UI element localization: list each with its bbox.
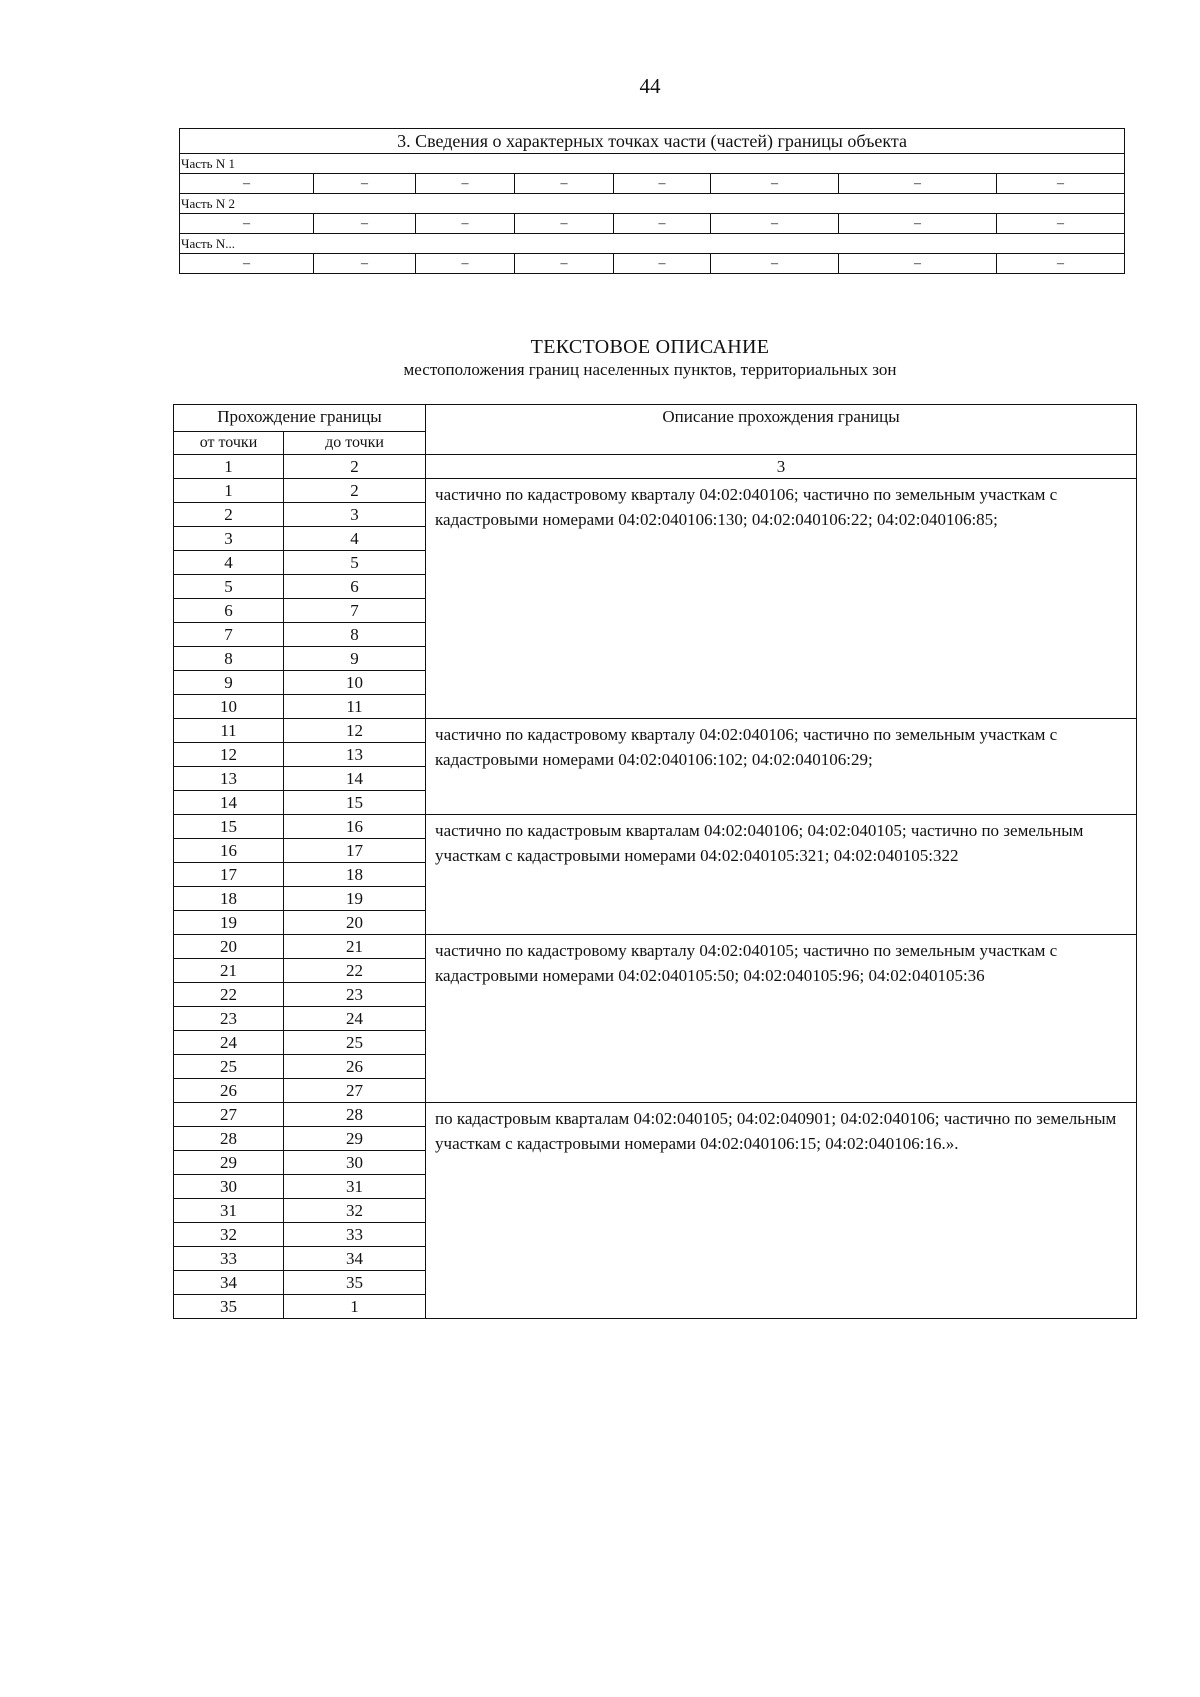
to-point: 25 [284,1031,426,1055]
from-point: 27 [174,1103,284,1127]
to-point: 9 [284,647,426,671]
point-cell: – [180,214,314,234]
from-point: 19 [174,911,284,935]
boundary-row [174,479,1137,503]
from-point: 21 [174,959,284,983]
to-point: 5 [284,551,426,575]
from-point: 25 [174,1055,284,1079]
points-table-title: 3. Сведения о характерных точках части (частей) границы объекта [180,129,1125,154]
to-point: 17 [284,839,426,863]
passage-header: Прохождение границы [174,405,426,432]
from-point: 1 [174,479,284,503]
column-number: 3 [426,455,1137,479]
point-cell: – [314,214,416,234]
point-cell: – [711,174,839,194]
to-point: 27 [284,1079,426,1103]
from-point: 5 [174,575,284,599]
from-point: 33 [174,1247,284,1271]
to-point: 18 [284,863,426,887]
description-header: Описание прохождения границы [426,405,1137,455]
page-number: 44 [639,74,661,98]
part-label: Часть N... [180,234,1125,254]
point-cell: – [314,174,416,194]
boundary-row [174,1103,1137,1127]
from-point: 32 [174,1223,284,1247]
from-point: 24 [174,1031,284,1055]
from-point: 2 [174,503,284,527]
to-point: 8 [284,623,426,647]
point-cell: – [839,214,997,234]
point-cell: – [614,254,711,274]
from-point: 34 [174,1271,284,1295]
from-point: 28 [174,1127,284,1151]
point-cell: – [839,254,997,274]
to-point: 3 [284,503,426,527]
from-point: 17 [174,863,284,887]
to-point: 34 [284,1247,426,1271]
point-cell: – [515,254,614,274]
point-cell: – [711,214,839,234]
from-point: 30 [174,1175,284,1199]
from-point: 3 [174,527,284,551]
to-point: 15 [284,791,426,815]
description-subtitle: местоположения границ населенных пунктов, территориальных зон [403,360,897,379]
to-point: 32 [284,1199,426,1223]
from-point: 6 [174,599,284,623]
from-point: 18 [174,887,284,911]
to-point: 4 [284,527,426,551]
to-point: 31 [284,1175,426,1199]
from-point: 11 [174,719,284,743]
point-cell: – [997,214,1125,234]
to-point: 16 [284,815,426,839]
to-point: 24 [284,1007,426,1031]
to-point: 11 [284,695,426,719]
boundary-description-text: частично по кадастровому кварталу 04:02:040106; частично по земельным участкам с кадастровыми номерами 04:02:040106:102; 04:02:040106:29; [426,719,1137,815]
from-point: 16 [174,839,284,863]
point-cell: – [515,174,614,194]
boundary-description-text: по кадастровым кварталам 04:02:040105; 04:02:040901; 04:02:040106; частично по земельным участкам с кадастровыми номерами 04:02:040106:15; 04:02:040106:16.». [426,1103,1137,1319]
point-cell: – [416,254,515,274]
to-point: 20 [284,911,426,935]
point-cell: – [180,254,314,274]
from-point: 4 [174,551,284,575]
from-point: 22 [174,983,284,1007]
to-point: 6 [284,575,426,599]
to-point: 10 [284,671,426,695]
point-cell: – [997,254,1125,274]
to-point: 21 [284,935,426,959]
point-cell: – [314,254,416,274]
to-point: 14 [284,767,426,791]
to-point: 22 [284,959,426,983]
to-point: 13 [284,743,426,767]
to-point: 29 [284,1127,426,1151]
boundary-description-table [173,404,1137,1319]
from-point: 8 [174,647,284,671]
to-point-header: до точки [284,432,426,455]
from-point: 13 [174,767,284,791]
point-cell: – [416,174,515,194]
part-label: Часть N 1 [180,154,1125,174]
to-point: 28 [284,1103,426,1127]
boundary-row [174,935,1137,959]
point-cell: – [180,174,314,194]
boundary-row [174,815,1137,839]
from-point: 15 [174,815,284,839]
description-title: ТЕКСТОВОЕ ОПИСАНИЕ [530,336,770,358]
part-label: Часть N 2 [180,194,1125,214]
to-point: 26 [284,1055,426,1079]
from-point: 14 [174,791,284,815]
from-point: 7 [174,623,284,647]
from-point: 35 [174,1295,284,1319]
from-point: 26 [174,1079,284,1103]
from-point: 31 [174,1199,284,1223]
to-point: 35 [284,1271,426,1295]
point-cell: – [515,214,614,234]
column-number: 1 [174,455,284,479]
point-cell: – [711,254,839,274]
point-cell: – [614,214,711,234]
column-number: 2 [284,455,426,479]
from-point: 10 [174,695,284,719]
from-point: 23 [174,1007,284,1031]
to-point: 23 [284,983,426,1007]
to-point: 2 [284,479,426,503]
point-cell: – [416,214,515,234]
to-point: 12 [284,719,426,743]
to-point: 7 [284,599,426,623]
from-point: 12 [174,743,284,767]
to-point: 30 [284,1151,426,1175]
point-cell: – [997,174,1125,194]
from-point: 20 [174,935,284,959]
from-point-header: от точки [174,432,284,455]
boundary-description-text: частично по кадастровому кварталу 04:02:040106; частично по земельным участкам с кадастровыми номерами 04:02:040106:130; 04:02:040106:22; 04:02:040106:85; [426,479,1137,719]
to-point: 1 [284,1295,426,1319]
characteristic-points-table [179,128,1125,274]
to-point: 19 [284,887,426,911]
point-cell: – [614,174,711,194]
to-point: 33 [284,1223,426,1247]
from-point: 29 [174,1151,284,1175]
point-cell: – [839,174,997,194]
from-point: 9 [174,671,284,695]
boundary-row [174,719,1137,743]
boundary-description-text: частично по кадастровым кварталам 04:02:040106; 04:02:040105; частично по земельным участкам с кадастровыми номерами 04:02:040105:321; 04:02:040105:322 [426,815,1137,935]
boundary-description-text: частично по кадастровому кварталу 04:02:040105; частично по земельным участкам с кадастровыми номерами 04:02:040105:50; 04:02:040105:96; 04:02:040105:36 [426,935,1137,1103]
